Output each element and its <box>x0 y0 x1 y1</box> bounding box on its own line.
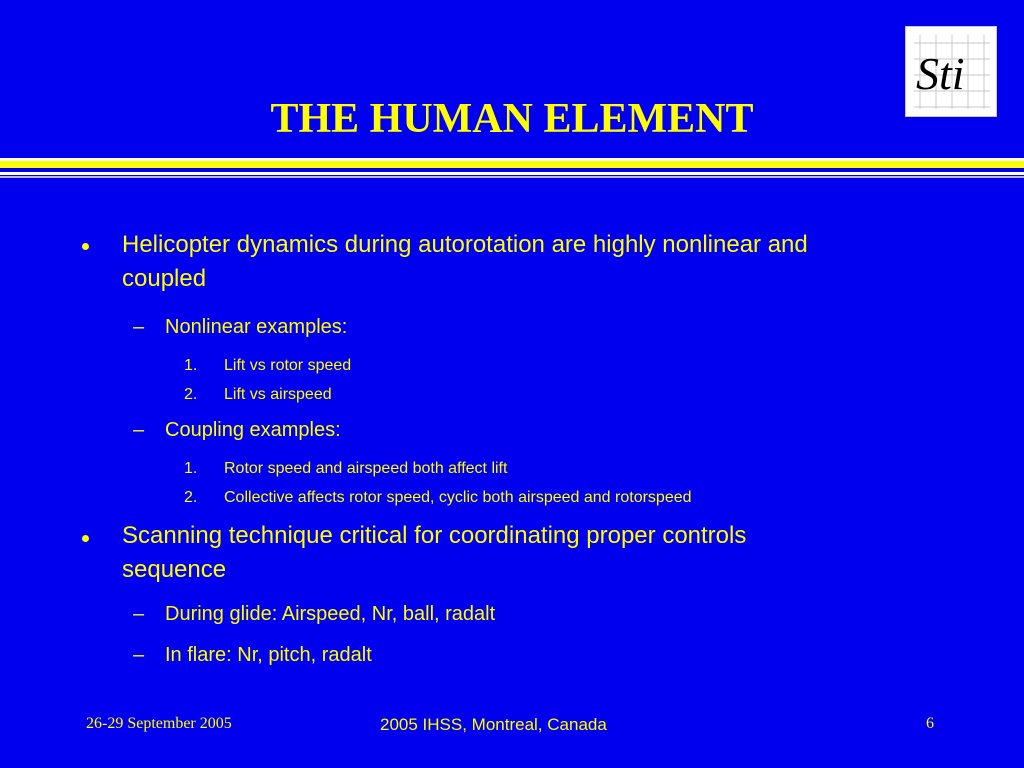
bullet-text: Scanning technique critical for coordinating proper controls <box>122 522 747 549</box>
sub-bullet-text: In flare: Nr, pitch, radalt <box>165 644 372 666</box>
list-item: Lift vs rotor speed <box>224 357 352 374</box>
sub-bullet-text: Coupling examples: <box>165 419 341 441</box>
sub-bullet-dash: – <box>133 644 145 666</box>
bullet-text: Helicopter dynamics during autorotation are highly nonlinear and <box>122 231 808 258</box>
bullet-dot <box>82 243 89 250</box>
bullet-text-continued: sequence <box>122 556 227 583</box>
list-number: 2. <box>184 489 198 506</box>
list-number: 1. <box>184 357 198 374</box>
list-item: Rotor speed and airspeed both affect lift <box>224 460 508 477</box>
list-item: Collective affects rotor speed, cyclic both airspeed and rotorspeed <box>224 489 692 506</box>
footer-event: 2005 IHSS, Montreal, Canada <box>380 715 607 734</box>
slide-title: THE HUMAN ELEMENT <box>270 96 754 142</box>
sub-bullet-dash: – <box>133 603 145 625</box>
sub-bullet-text: During glide: Airspeed, Nr, ball, radalt <box>165 603 496 625</box>
list-number: 1. <box>184 460 198 477</box>
logo-lettering: Sti <box>916 48 965 99</box>
footer-date: 26-29 September 2005 <box>86 715 232 732</box>
list-number: 2. <box>184 386 198 403</box>
sub-bullet-dash: – <box>133 419 145 441</box>
sub-bullet-text: Nonlinear examples: <box>165 316 348 338</box>
bullet-dot <box>82 535 89 542</box>
sub-bullet-dash: – <box>133 316 145 338</box>
footer-page-number: 6 <box>926 715 934 732</box>
bullet-text-continued: coupled <box>122 265 207 292</box>
list-item: Lift vs airspeed <box>224 386 332 403</box>
